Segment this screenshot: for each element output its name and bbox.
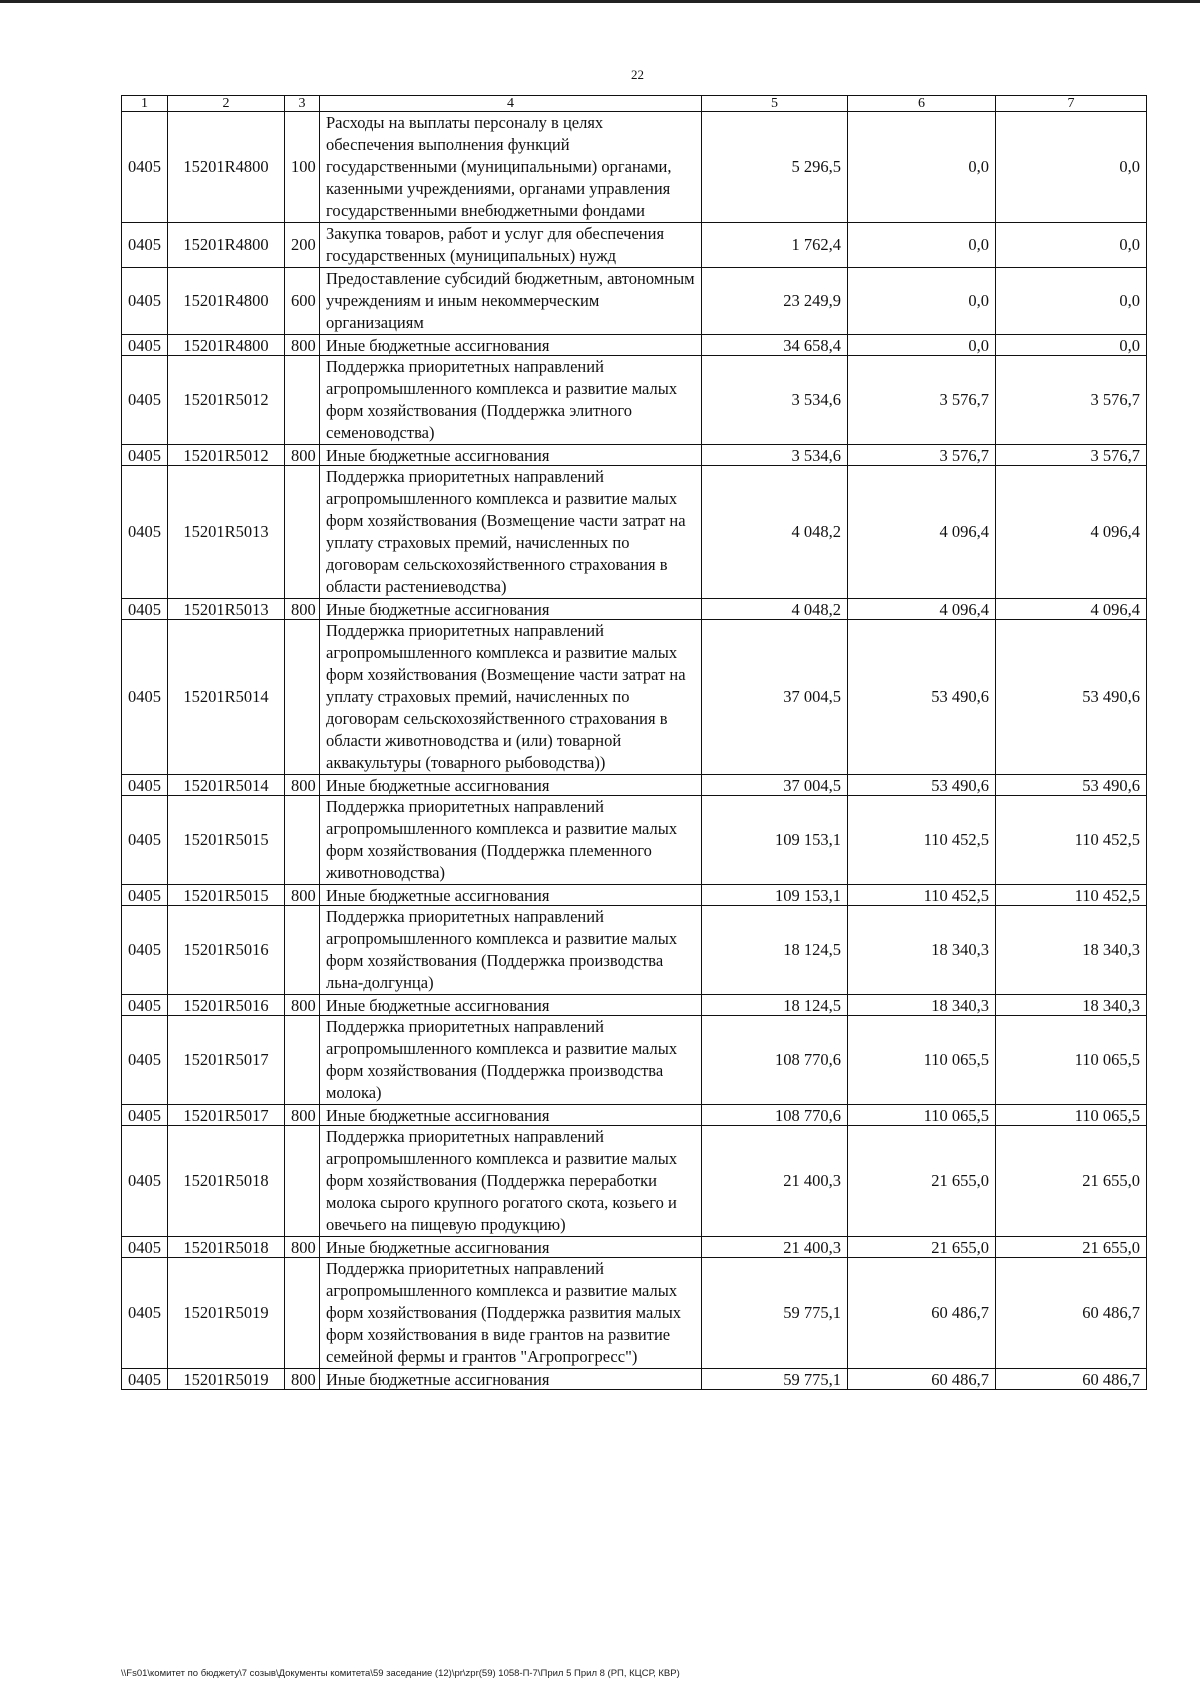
table-row: [122, 1126, 1147, 1237]
amount-col7-cell: 60 486,7: [996, 1258, 1147, 1369]
amount-col5-cell: 21 400,3: [702, 1126, 848, 1237]
target-article-cell: 15201R5015: [168, 885, 285, 906]
amount-col5-cell: 1 762,4: [702, 223, 848, 268]
section-code-cell: 0405: [122, 335, 168, 356]
section-code-cell: 0405: [122, 356, 168, 445]
amount-col6-cell: 110 065,5: [848, 1105, 996, 1126]
amount-col5-cell: 59 775,1: [702, 1258, 848, 1369]
target-article-cell: 15201R5014: [168, 775, 285, 796]
target-article-cell: 15201R4800: [168, 268, 285, 335]
table-row: [122, 1369, 1147, 1390]
amount-col6-cell: 0,0: [848, 335, 996, 356]
expense-type-cell: 800: [285, 335, 320, 356]
amount-col7-cell: 110 065,5: [996, 1105, 1147, 1126]
expense-name-cell: Иные бюджетные ассигнования: [320, 445, 702, 466]
table-row: [122, 599, 1147, 620]
section-code-cell: 0405: [122, 1016, 168, 1105]
amount-col6-cell: 53 490,6: [848, 620, 996, 775]
expense-name-cell: Иные бюджетные ассигнования: [320, 885, 702, 906]
expense-type-cell: [285, 356, 320, 445]
table-body: [122, 112, 1147, 1390]
amount-col5-cell: 4 048,2: [702, 466, 848, 599]
expense-type-cell: [285, 1126, 320, 1237]
section-code-cell: 0405: [122, 223, 168, 268]
footer-file-path: \\Fs01\комитет по бюджету\7 созыв\Документы комитета\59 заседание (12)\pr\zpr(59) 1058-П-7\Прил 5 Прил 8 (РП, КЦСР, КВР): [121, 1668, 680, 1679]
target-article-cell: 15201R5019: [168, 1258, 285, 1369]
amount-col6-cell: 110 065,5: [848, 1016, 996, 1105]
amount-col6-cell: 18 340,3: [848, 995, 996, 1016]
amount-col5-cell: 21 400,3: [702, 1237, 848, 1258]
amount-col7-cell: 53 490,6: [996, 775, 1147, 796]
target-article-cell: 15201R5016: [168, 906, 285, 995]
amount-col7-cell: 110 452,5: [996, 885, 1147, 906]
amount-col6-cell: 21 655,0: [848, 1237, 996, 1258]
table-row: [122, 796, 1147, 885]
section-code-cell: 0405: [122, 1105, 168, 1126]
amount-col7-cell: 3 576,7: [996, 356, 1147, 445]
amount-col7-cell: 0,0: [996, 268, 1147, 335]
expense-name-cell: Поддержка приоритетных направлений агропромышленного комплекса и развитие малых форм хозяйствования (Поддержка развития малых форм хозяйствования в виде грантов на развитие семейной фермы и грантов "Агропрогресс"): [320, 1258, 702, 1369]
table-row: [122, 995, 1147, 1016]
expense-type-cell: [285, 1016, 320, 1105]
amount-col6-cell: 4 096,4: [848, 466, 996, 599]
amount-col5-cell: 109 153,1: [702, 796, 848, 885]
target-article-cell: 15201R5018: [168, 1237, 285, 1258]
expense-name-cell: Поддержка приоритетных направлений агропромышленного комплекса и развитие малых форм хозяйствования (Поддержка переработки молока сырого крупного рогатого скота, козьего и овечьего на пищевую продукцию): [320, 1126, 702, 1237]
amount-col6-cell: 21 655,0: [848, 1126, 996, 1237]
table-row: [122, 445, 1147, 466]
table-row: [122, 335, 1147, 356]
amount-col7-cell: 53 490,6: [996, 620, 1147, 775]
section-code-cell: 0405: [122, 620, 168, 775]
target-article-cell: 15201R4800: [168, 223, 285, 268]
column-header: 3: [285, 96, 320, 112]
section-code-cell: 0405: [122, 885, 168, 906]
expense-name-cell: Иные бюджетные ассигнования: [320, 1369, 702, 1390]
expense-name-cell: Поддержка приоритетных направлений агропромышленного комплекса и развитие малых форм хозяйствования (Возмещение части затрат на уплату страховых премий, начисленных по договорам сельскохозяйственного страхования в области животноводства и (или) товарной аквакультуры (товарного рыбоводства)): [320, 620, 702, 775]
amount-col5-cell: 18 124,5: [702, 906, 848, 995]
expense-type-cell: 800: [285, 995, 320, 1016]
column-header: 1: [122, 96, 168, 112]
amount-col6-cell: 4 096,4: [848, 599, 996, 620]
expense-name-cell: Предоставление субсидий бюджетным, автономным учреждениям и иным некоммерческим организациям: [320, 268, 702, 335]
expense-name-cell: Поддержка приоритетных направлений агропромышленного комплекса и развитие малых форм хозяйствования (Поддержка производства молока): [320, 1016, 702, 1105]
amount-col6-cell: 3 576,7: [848, 356, 996, 445]
amount-col7-cell: 110 452,5: [996, 796, 1147, 885]
expense-type-cell: [285, 466, 320, 599]
amount-col7-cell: 18 340,3: [996, 995, 1147, 1016]
expense-name-cell: Иные бюджетные ассигнования: [320, 1105, 702, 1126]
section-code-cell: 0405: [122, 1258, 168, 1369]
amount-col7-cell: 18 340,3: [996, 906, 1147, 995]
target-article-cell: 15201R5012: [168, 356, 285, 445]
budget-table: [121, 95, 1147, 1390]
amount-col6-cell: 0,0: [848, 268, 996, 335]
amount-col7-cell: 0,0: [996, 335, 1147, 356]
target-article-cell: 15201R4800: [168, 112, 285, 223]
target-article-cell: 15201R5013: [168, 599, 285, 620]
expense-type-cell: [285, 906, 320, 995]
amount-col6-cell: 110 452,5: [848, 796, 996, 885]
expense-type-cell: 800: [285, 1105, 320, 1126]
expense-name-cell: Иные бюджетные ассигнования: [320, 775, 702, 796]
table-row: [122, 906, 1147, 995]
amount-col5-cell: 108 770,6: [702, 1105, 848, 1126]
amount-col5-cell: 3 534,6: [702, 356, 848, 445]
section-code-cell: 0405: [122, 995, 168, 1016]
expense-name-cell: Поддержка приоритетных направлений агропромышленного комплекса и развитие малых форм хозяйствования (Поддержка элитного семеноводства): [320, 356, 702, 445]
amount-col6-cell: 60 486,7: [848, 1258, 996, 1369]
amount-col5-cell: 59 775,1: [702, 1369, 848, 1390]
table-row: [122, 466, 1147, 599]
amount-col6-cell: 0,0: [848, 112, 996, 223]
expense-type-cell: 800: [285, 1369, 320, 1390]
section-code-cell: 0405: [122, 1237, 168, 1258]
target-article-cell: 15201R5013: [168, 466, 285, 599]
section-code-cell: 0405: [122, 268, 168, 335]
amount-col7-cell: 3 576,7: [996, 445, 1147, 466]
table-row: [122, 1258, 1147, 1369]
section-code-cell: 0405: [122, 796, 168, 885]
target-article-cell: 15201R4800: [168, 335, 285, 356]
amount-col7-cell: 4 096,4: [996, 599, 1147, 620]
section-code-cell: 0405: [122, 1369, 168, 1390]
table-row: [122, 620, 1147, 775]
target-article-cell: 15201R5016: [168, 995, 285, 1016]
amount-col7-cell: 21 655,0: [996, 1126, 1147, 1237]
amount-col5-cell: 34 658,4: [702, 335, 848, 356]
table-row: [122, 356, 1147, 445]
expense-name-cell: Поддержка приоритетных направлений агропромышленного комплекса и развитие малых форм хозяйствования (Поддержка производства льна-долгунца): [320, 906, 702, 995]
section-code-cell: 0405: [122, 1126, 168, 1237]
section-code-cell: 0405: [122, 112, 168, 223]
amount-col5-cell: 23 249,9: [702, 268, 848, 335]
column-header: 6: [848, 96, 996, 112]
amount-col6-cell: 60 486,7: [848, 1369, 996, 1390]
column-header: 7: [996, 96, 1147, 112]
table-row: [122, 775, 1147, 796]
section-code-cell: 0405: [122, 466, 168, 599]
expense-name-cell: Закупка товаров, работ и услуг для обеспечения государственных (муниципальных) нужд: [320, 223, 702, 268]
table-row: [122, 268, 1147, 335]
expense-type-cell: [285, 620, 320, 775]
amount-col5-cell: 109 153,1: [702, 885, 848, 906]
target-article-cell: 15201R5019: [168, 1369, 285, 1390]
expense-name-cell: Расходы на выплаты персоналу в целях обеспечения выполнения функций государственными (муниципальными) органами, казенными учреждениями, органами управления государственными внебюджетными фондами: [320, 112, 702, 223]
page-number: 22: [631, 67, 644, 82]
amount-col7-cell: 0,0: [996, 112, 1147, 223]
top-edge-rule: [0, 0, 1200, 3]
table-row: [122, 223, 1147, 268]
amount-col5-cell: 37 004,5: [702, 620, 848, 775]
column-number-row: [122, 96, 1147, 112]
column-header: 5: [702, 96, 848, 112]
expense-name-cell: Иные бюджетные ассигнования: [320, 995, 702, 1016]
amount-col5-cell: 3 534,6: [702, 445, 848, 466]
target-article-cell: 15201R5017: [168, 1105, 285, 1126]
table-row: [122, 885, 1147, 906]
amount-col7-cell: 0,0: [996, 223, 1147, 268]
expense-type-cell: 600: [285, 268, 320, 335]
expense-name-cell: Иные бюджетные ассигнования: [320, 335, 702, 356]
expense-name-cell: Поддержка приоритетных направлений агропромышленного комплекса и развитие малых форм хозяйствования (Возмещение части затрат на уплату страховых премий, начисленных по договорам сельскохозяйственного страхования в области растениеводства): [320, 466, 702, 599]
table-row: [122, 1237, 1147, 1258]
column-header: 2: [168, 96, 285, 112]
section-code-cell: 0405: [122, 775, 168, 796]
amount-col6-cell: 0,0: [848, 223, 996, 268]
expense-name-cell: Иные бюджетные ассигнования: [320, 1237, 702, 1258]
section-code-cell: 0405: [122, 599, 168, 620]
expense-type-cell: 100: [285, 112, 320, 223]
table-row: [122, 1105, 1147, 1126]
expense-type-cell: 800: [285, 599, 320, 620]
expense-type-cell: [285, 796, 320, 885]
target-article-cell: 15201R5018: [168, 1126, 285, 1237]
table-row: [122, 1016, 1147, 1105]
amount-col5-cell: 18 124,5: [702, 995, 848, 1016]
expense-type-cell: [285, 1258, 320, 1369]
section-code-cell: 0405: [122, 445, 168, 466]
amount-col5-cell: 37 004,5: [702, 775, 848, 796]
column-header: 4: [320, 96, 702, 112]
amount-col7-cell: 21 655,0: [996, 1237, 1147, 1258]
expense-type-cell: 800: [285, 445, 320, 466]
target-article-cell: 15201R5017: [168, 1016, 285, 1105]
expense-type-cell: 800: [285, 775, 320, 796]
amount-col6-cell: 3 576,7: [848, 445, 996, 466]
amount-col6-cell: 110 452,5: [848, 885, 996, 906]
amount-col5-cell: 4 048,2: [702, 599, 848, 620]
target-article-cell: 15201R5012: [168, 445, 285, 466]
table-row: [122, 112, 1147, 223]
amount-col7-cell: 4 096,4: [996, 466, 1147, 599]
section-code-cell: 0405: [122, 906, 168, 995]
expense-name-cell: Иные бюджетные ассигнования: [320, 599, 702, 620]
amount-col6-cell: 53 490,6: [848, 775, 996, 796]
expense-type-cell: 800: [285, 885, 320, 906]
expense-name-cell: Поддержка приоритетных направлений агропромышленного комплекса и развитие малых форм хозяйствования (Поддержка племенного животноводства): [320, 796, 702, 885]
amount-col6-cell: 18 340,3: [848, 906, 996, 995]
amount-col5-cell: 5 296,5: [702, 112, 848, 223]
target-article-cell: 15201R5015: [168, 796, 285, 885]
expense-type-cell: 800: [285, 1237, 320, 1258]
expense-type-cell: 200: [285, 223, 320, 268]
target-article-cell: 15201R5014: [168, 620, 285, 775]
amount-col7-cell: 60 486,7: [996, 1369, 1147, 1390]
amount-col7-cell: 110 065,5: [996, 1016, 1147, 1105]
amount-col5-cell: 108 770,6: [702, 1016, 848, 1105]
